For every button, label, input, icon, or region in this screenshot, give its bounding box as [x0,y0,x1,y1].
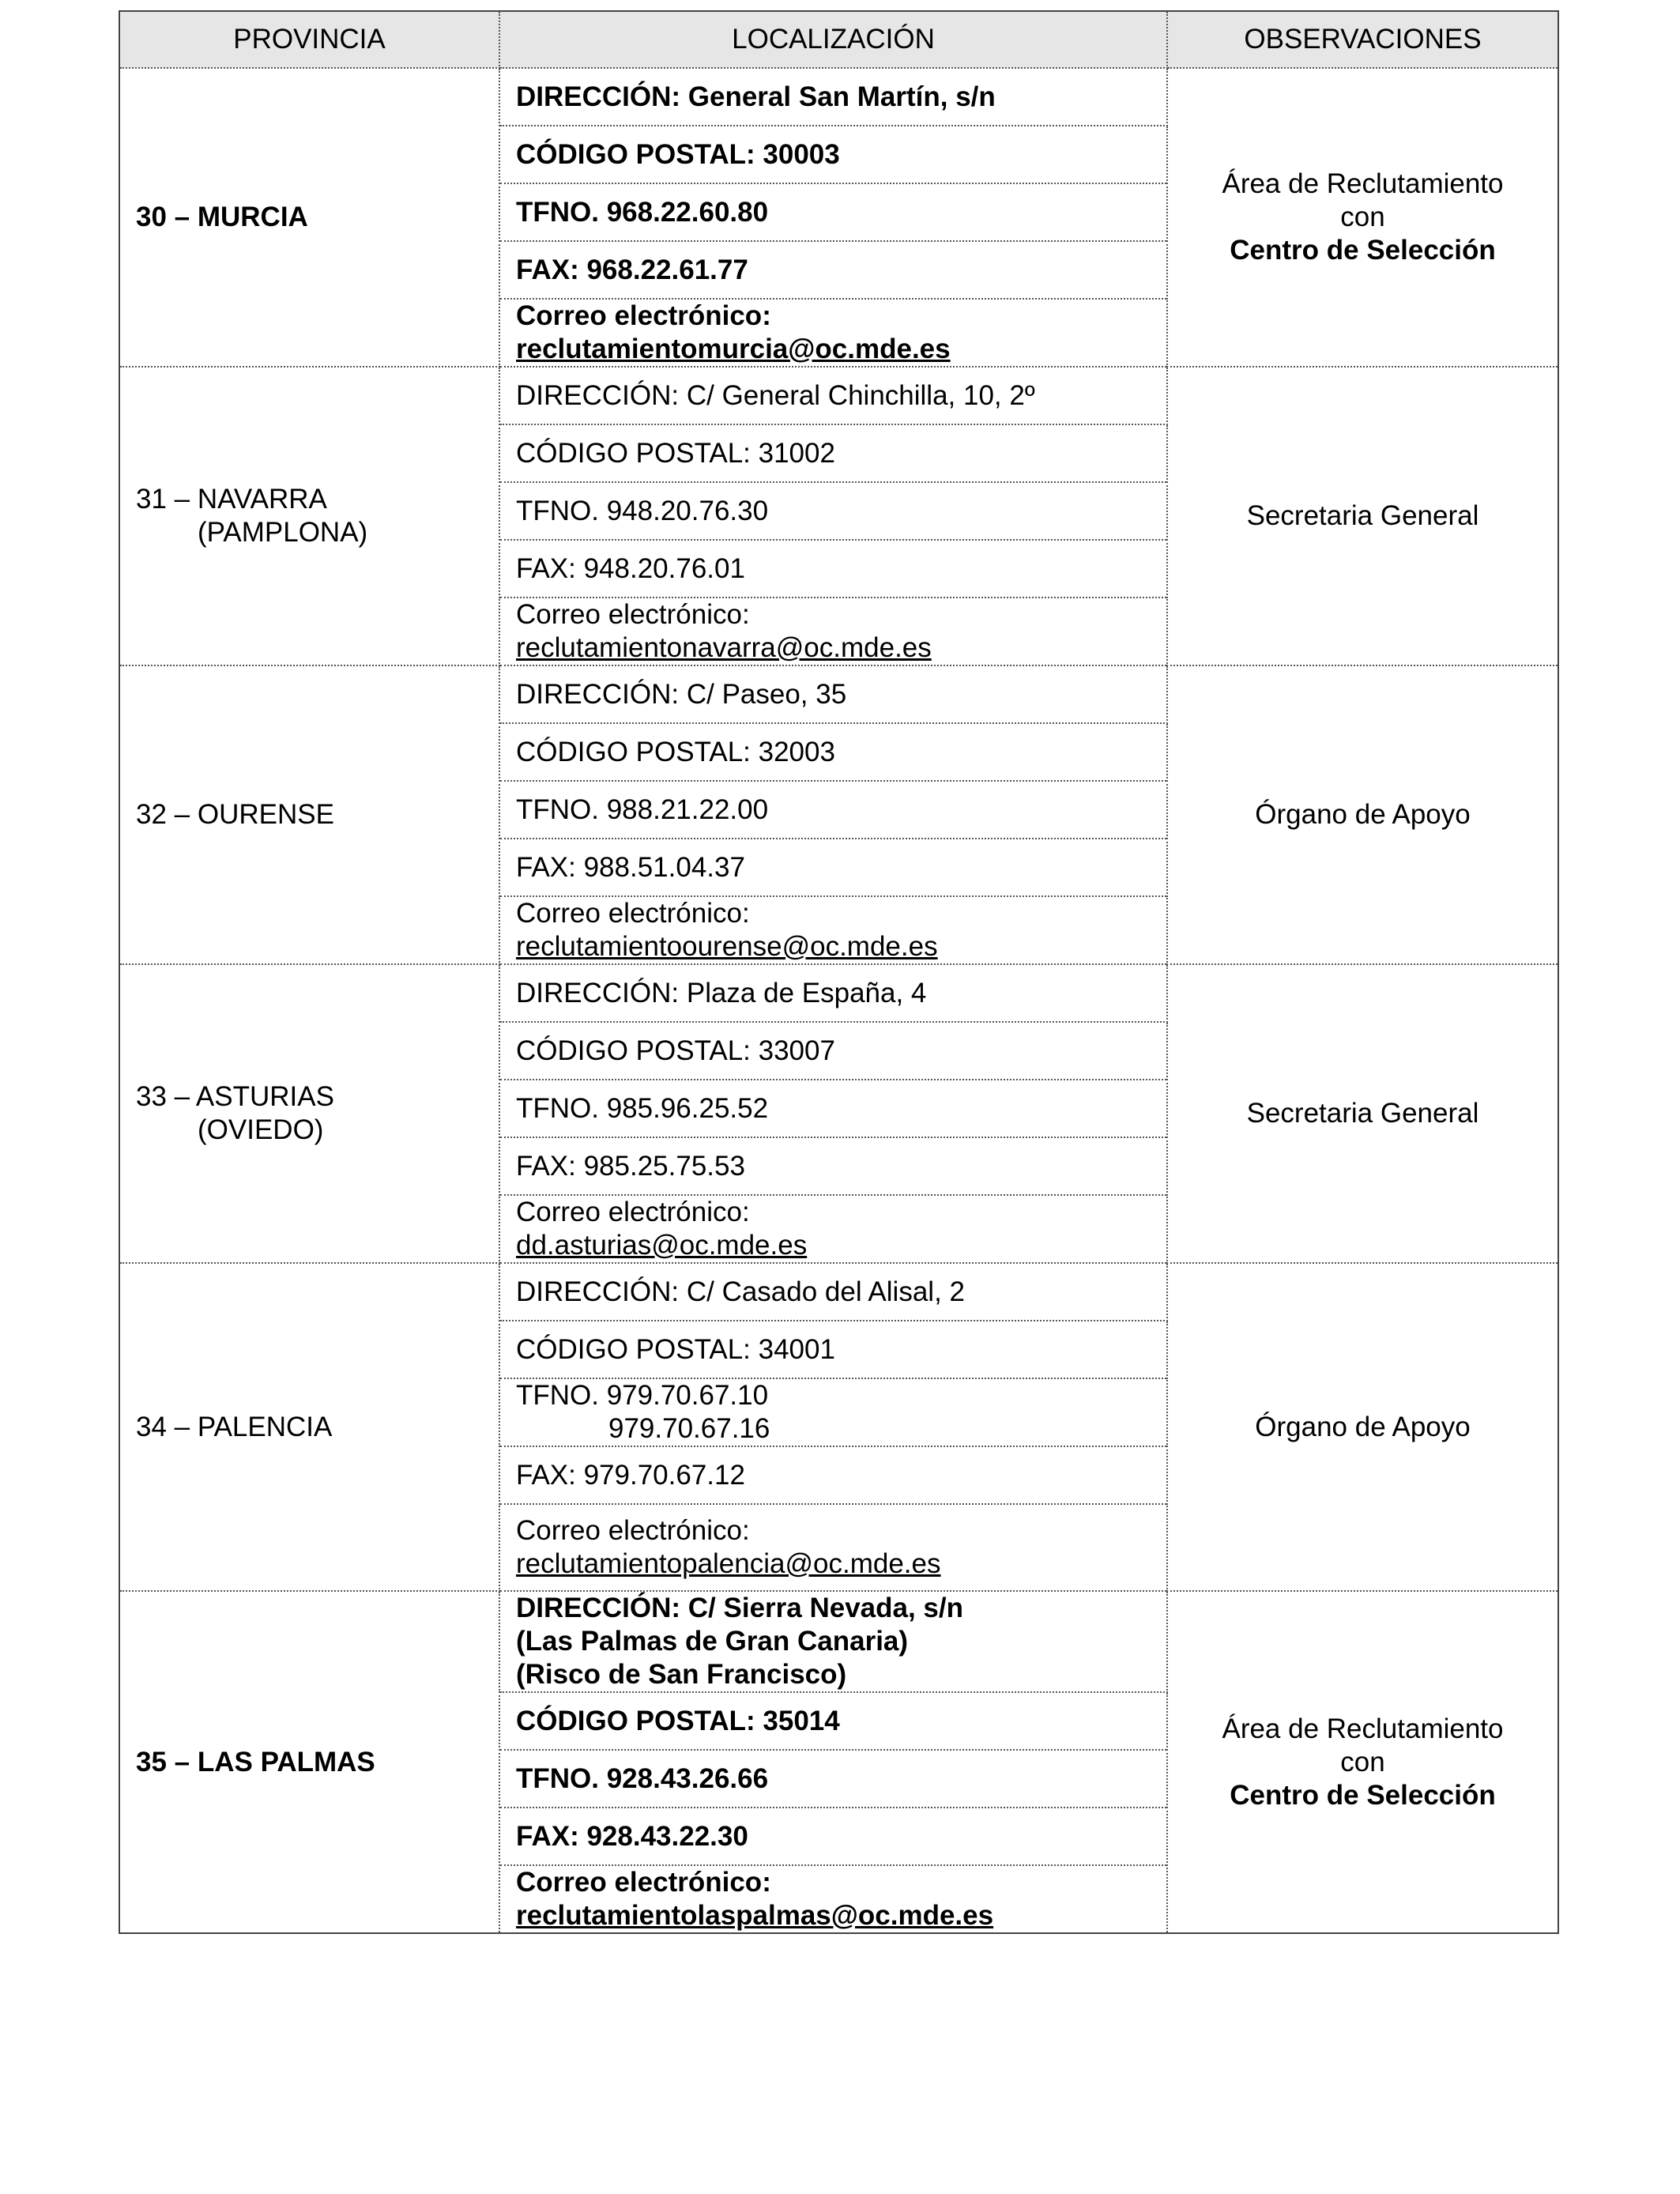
provincia-name: 35 – LAS PALMAS [136,1746,375,1777]
provincia-subname: (OVIEDO) [198,1114,324,1145]
observaciones-cell [1167,1591,1558,1933]
table-row [119,1263,1558,1321]
provincia-cell [119,1263,499,1591]
table-row [119,367,1558,424]
header-provincia: PROVINCIA [119,11,499,68]
observaciones-cell: Órgano de Apoyo [1167,1263,1558,1591]
observaciones-line: Área de Reclutamiento [1222,168,1504,199]
fax-cell: FAX: 979.70.67.12 [499,1446,1167,1504]
table-row [119,68,1558,126]
direccion-cell: DIRECCIÓN: C/ Paseo, 35 [499,665,1167,723]
provincia-name: 32 – OURENSE [136,799,334,830]
email-cell [499,896,1167,964]
provincia-cell [119,68,499,367]
observaciones-line: Centro de Selección [1230,1779,1496,1811]
header-localizacion: LOCALIZACIÓN [499,11,1167,68]
codigo-postal-cell: CÓDIGO POSTAL: 32003 [499,723,1167,781]
provincia-name: 31 – NAVARRA [136,484,327,515]
observaciones-line: con [1340,1746,1385,1777]
fax-cell: FAX: 948.20.76.01 [499,540,1167,598]
fax-cell: FAX: 985.25.75.53 [499,1137,1167,1195]
observaciones-cell [1167,68,1558,367]
email-cell [499,1195,1167,1263]
table-row [119,964,1558,1022]
email-label: Correo electrónico: [516,1515,750,1546]
header-row [119,11,1558,68]
table-row [119,1591,1558,1692]
direccion-cell: DIRECCIÓN: General San Martín, s/n [499,68,1167,126]
observaciones-cell: Secretaria General [1167,367,1558,665]
observaciones-line: Área de Reclutamiento [1222,1713,1504,1744]
fax-cell: FAX: 928.43.22.30 [499,1808,1167,1865]
email-link[interactable]: dd.asturias@oc.mde.es [516,1230,808,1261]
provincia-cell [119,964,499,1263]
direccion-cell: DIRECCIÓN: Plaza de España, 4 [499,964,1167,1022]
email-cell [499,598,1167,665]
telefono-cell: TFNO. 968.22.60.80 [499,183,1167,241]
direccion-line: (Risco de San Francisco) [516,1659,847,1690]
fax-cell: FAX: 988.51.04.37 [499,839,1167,896]
email-link[interactable]: reclutamientopalencia@oc.mde.es [516,1548,941,1579]
provincia-name: 33 – ASTURIAS [136,1081,334,1112]
header-observaciones: OBSERVACIONES [1167,11,1558,68]
observaciones-cell: Órgano de Apoyo [1167,665,1558,964]
codigo-postal-cell: CÓDIGO POSTAL: 33007 [499,1022,1167,1080]
provincia-name: 30 – MURCIA [136,202,308,232]
email-cell [499,299,1167,367]
telefono-cell [499,1378,1167,1446]
codigo-postal-cell: CÓDIGO POSTAL: 30003 [499,126,1167,183]
codigo-postal-cell: CÓDIGO POSTAL: 31002 [499,424,1167,482]
table-row [119,665,1558,723]
provincia-cell [119,367,499,665]
telefono-cell: TFNO. 988.21.22.00 [499,781,1167,839]
email-link[interactable]: reclutamientoourense@oc.mde.es [516,931,938,962]
direccion-cell [499,1591,1167,1692]
codigo-postal-cell: CÓDIGO POSTAL: 34001 [499,1321,1167,1378]
email-label: Correo electrónico: [516,1197,750,1227]
direccion-cell: DIRECCIÓN: C/ Casado del Alisal, 2 [499,1263,1167,1321]
email-label: Correo electrónico: [516,599,750,630]
email-label: Correo electrónico: [516,898,750,929]
direccion-line: (Las Palmas de Gran Canaria) [516,1626,909,1657]
direccion-line: DIRECCIÓN: C/ Sierra Nevada, s/n [516,1593,963,1623]
email-cell [499,1504,1167,1591]
email-label: Correo electrónico: [516,300,771,331]
observaciones-cell: Secretaria General [1167,964,1558,1263]
telefono-secondary: 979.70.67.16 [608,1413,770,1444]
telefono-cell: TFNO. 985.96.25.52 [499,1080,1167,1137]
email-link[interactable]: reclutamientomurcia@oc.mde.es [516,334,951,364]
observaciones-line: Centro de Selección [1230,235,1496,266]
email-link[interactable]: reclutamientolaspalmas@oc.mde.es [516,1900,994,1931]
email-label: Correo electrónico: [516,1867,771,1898]
offices-table [119,10,1559,1934]
observaciones-line: con [1340,202,1385,232]
telefono-primary: TFNO. 979.70.67.10 [516,1380,769,1411]
provincia-cell [119,1591,499,1933]
telefono-cell: TFNO. 928.43.26.66 [499,1750,1167,1808]
provincia-subname: (PAMPLONA) [198,517,368,548]
provincia-cell [119,665,499,964]
email-cell [499,1865,1167,1933]
codigo-postal-cell: CÓDIGO POSTAL: 35014 [499,1692,1167,1750]
direccion-cell: DIRECCIÓN: C/ General Chinchilla, 10, 2º [499,367,1167,424]
fax-cell: FAX: 968.22.61.77 [499,241,1167,299]
provincia-name: 34 – PALENCIA [136,1411,333,1442]
email-link[interactable]: reclutamientonavarra@oc.mde.es [516,632,932,663]
telefono-cell: TFNO. 948.20.76.30 [499,482,1167,540]
